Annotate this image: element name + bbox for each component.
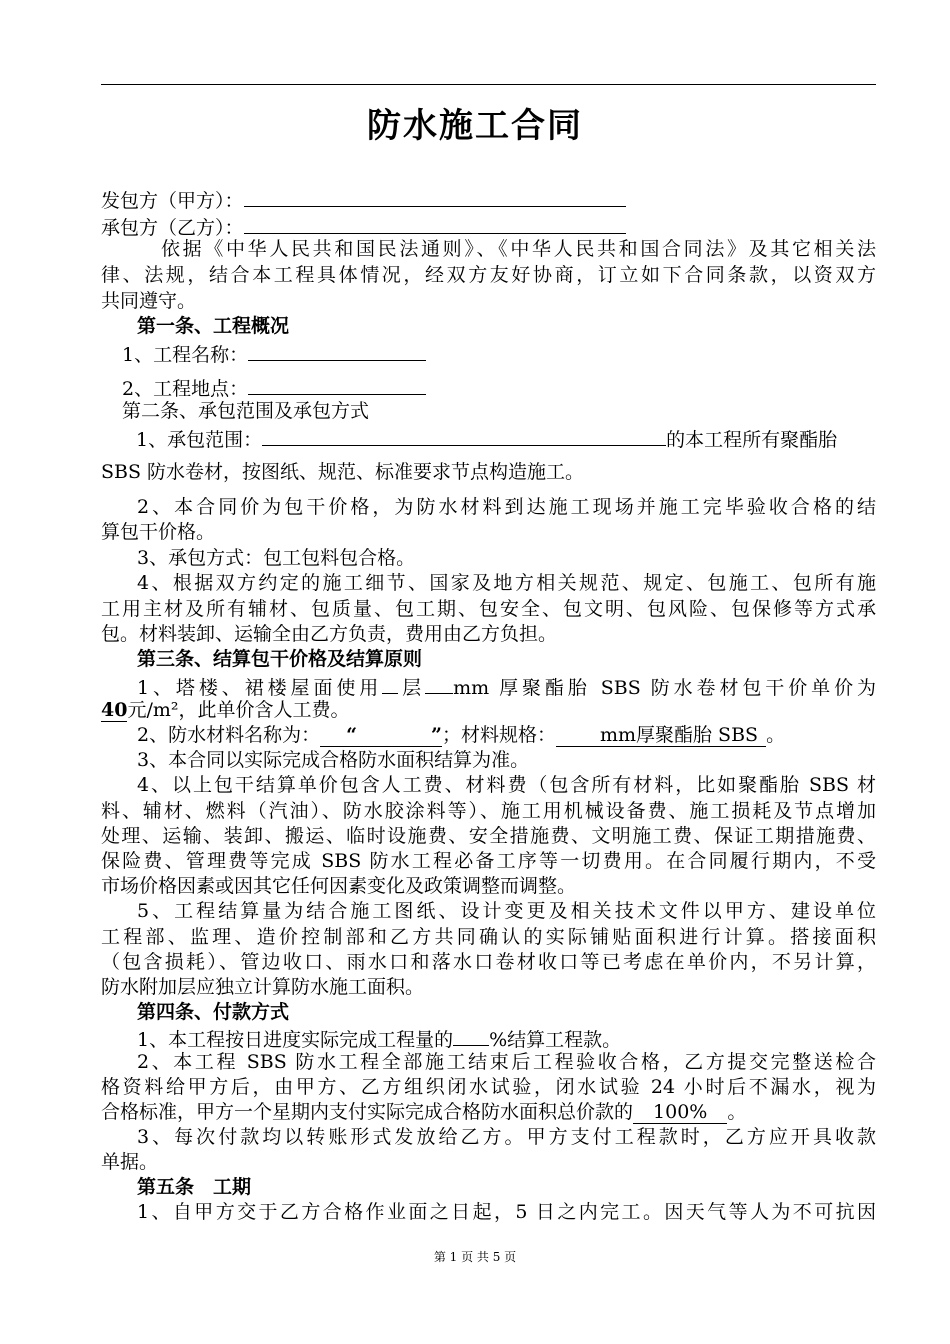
party-b-line xyxy=(101,213,876,237)
thickness-blank xyxy=(425,673,453,694)
art3-p1-line-2 xyxy=(101,698,876,722)
art4-p2-line-2: 格资料给甲方后，由甲方、乙方组织闭水试验，闭水试验 24 小时后不漏水，视为 xyxy=(101,1076,876,1098)
art4-p1-text-b: %结算工程款。 xyxy=(489,1029,622,1051)
art3-p4-line-4: 保险费、管理费等完成 SBS 防水工程必备工序等一切费用。在合同履行期内，不受 xyxy=(101,850,876,872)
art4-p3-line-2: 单据。 xyxy=(101,1151,159,1173)
article-4-heading: 第四条、付款方式 xyxy=(137,1001,290,1023)
scope-label: 1、承包范围： xyxy=(136,429,263,451)
article-2-heading: 第二条、承包范围及承包方式 xyxy=(122,400,370,422)
art3-p2-line xyxy=(137,723,876,747)
material-name-label: 2、防水材料名称为： xyxy=(137,724,321,746)
art3-p4-line-2: 料、辅材、燃料（汽油）、防水胶涂料等）、施工用机械设备费、施工损耗及节点增加 xyxy=(101,800,876,822)
art3-p4-line-3: 处理、运输、装卸、搬运、临时设施费、安全措施费、文明施工费、保证工期措施费、 xyxy=(101,825,876,847)
project-name-blank xyxy=(248,340,426,361)
unit-price-unit: 元/m²，此单价含人工费。 xyxy=(127,699,350,721)
art3-p3: 3、本合同以实际完成合格防水面积结算为准。 xyxy=(137,749,530,771)
art3-p1-line-1 xyxy=(137,673,876,697)
art4-p1-line xyxy=(137,1025,876,1049)
material-spec-label: ；材料规格： xyxy=(441,724,556,746)
material-spec-value: mm厚聚酯胎 SBS xyxy=(556,724,766,747)
party-b-blank xyxy=(244,213,626,234)
art3-p4-line-5: 市场价格因素或因其它任何因素变化及政策调整而调整。 xyxy=(101,875,577,897)
art3-p4-line-1: 4、以上包干结算单价包含人工费、材料费（包含所有材料，比如聚酯胎 SBS 材 xyxy=(137,774,876,796)
layer-count-blank xyxy=(382,673,398,694)
final-payment-percent: 100% xyxy=(633,1101,727,1124)
article-5-heading: 第五条 工期 xyxy=(137,1176,252,1198)
header-rule xyxy=(101,84,876,85)
party-b-label: 承包方（乙方）： xyxy=(101,217,244,239)
project-name-label: 1、工程名称： xyxy=(122,344,249,366)
art4-p3-line-1: 3、每次付款均以转账形式发放给乙方。甲方支付工程款时，乙方应开具收款 xyxy=(137,1126,876,1148)
art3-p1-text-c: mm 厚聚酯胎 SBS 防水卷材包干价单价为 xyxy=(453,677,876,699)
art4-p1-text-a: 1、本工程按日进度实际完成工程量的 xyxy=(137,1029,454,1051)
progress-percent-blank xyxy=(453,1025,489,1046)
art5-p1-line-1: 1、自甲方交于乙方合格作业面之日起，5 日之内完工。因天气等人为不可抗因 xyxy=(137,1201,876,1223)
art2-p2-line-2: 算包干价格。 xyxy=(101,521,216,543)
scope-line-2: SBS 防水卷材，按图纸、规范、标准要求节点构造施工。 xyxy=(101,461,585,483)
party-a-line xyxy=(101,186,876,210)
party-a-label: 发包方（甲方）： xyxy=(101,190,244,212)
project-name-line xyxy=(122,340,876,364)
unit-price-value: 40 xyxy=(101,699,128,721)
material-spec-end: 。 xyxy=(766,724,786,746)
material-name-open-quote: “ xyxy=(346,724,358,746)
art3-p1-text-a: 1、塔楼、裙楼屋面使用 xyxy=(137,677,383,699)
material-name-blank xyxy=(320,724,442,747)
scope-line xyxy=(136,425,876,449)
art3-p5-line-2: 工程部、监理、造价控制部和乙方共同确认的实际铺贴面积进行计算。搭接面积 xyxy=(101,926,876,948)
document-title: 防水施工合同 xyxy=(367,106,583,146)
art2-p4-line-1: 4、根据双方约定的施工细节、国家及地方相关规范、规定、包施工、包所有施 xyxy=(137,572,876,594)
scope-blank xyxy=(262,425,666,446)
art2-p4-line-3: 包。材料装卸、运输全由乙方负责，费用由乙方负担。 xyxy=(101,623,558,645)
art2-p3: 3、承包方式：包工包料包合格。 xyxy=(137,547,416,569)
article-3-heading: 第三条、结算包干价格及结算原则 xyxy=(137,648,423,670)
art2-p4-line-2: 工用主材及所有辅材、包质量、包工期、包安全、包文明、包风险、包保修等方式承 xyxy=(101,598,876,620)
art3-p5-line-3: （包含损耗）、管边收口、雨水口和落水口卷材收口等已考虑在单价内，不另计算， xyxy=(101,951,876,973)
project-site-label: 2、工程地点： xyxy=(122,378,249,400)
material-name-close-quote: ” xyxy=(431,724,442,746)
intro-line-1: 依据《中华人民共和国民法通则》、《中华人民共和国合同法》及其它相关法 xyxy=(161,238,876,260)
art4-p2-text-a: 合格标准，甲方一个星期内支付实际完成合格防水面积总价款的 xyxy=(101,1101,634,1123)
project-site-blank xyxy=(248,374,426,395)
art2-p2-line-1: 2、本合同价为包干价格，为防水材料到达施工现场并施工完毕验收合格的结 xyxy=(137,496,876,518)
party-a-blank xyxy=(244,186,626,207)
scope-tail: 的本工程所有聚酯胎 xyxy=(666,429,838,451)
art4-p2-text-b: 。 xyxy=(727,1101,747,1123)
art4-p2-line-3 xyxy=(101,1100,876,1124)
page-number-footer: 第 1 页 共 5 页 xyxy=(433,1250,517,1264)
project-site-line xyxy=(122,374,876,398)
intro-line-2: 律、法规，结合本工程具体情况，经双方友好协商，订立如下合同条款，以资双方 xyxy=(101,264,876,286)
art3-p1-text-b: 层 xyxy=(398,677,426,699)
article-1-heading: 第一条、工程概况 xyxy=(137,315,290,337)
art3-p5-line-4: 防水附加层应独立计算防水施工面积。 xyxy=(101,976,425,998)
art4-p2-line-1: 2、本工程 SBS 防水工程全部施工结束后工程验收合格，乙方提交完整送检合 xyxy=(137,1051,876,1073)
intro-line-3: 共同遵守。 xyxy=(101,290,197,312)
art3-p5-line-1: 5、工程结算量为结合施工图纸、设计变更及相关技术文件以甲方、建设单位 xyxy=(137,900,876,922)
